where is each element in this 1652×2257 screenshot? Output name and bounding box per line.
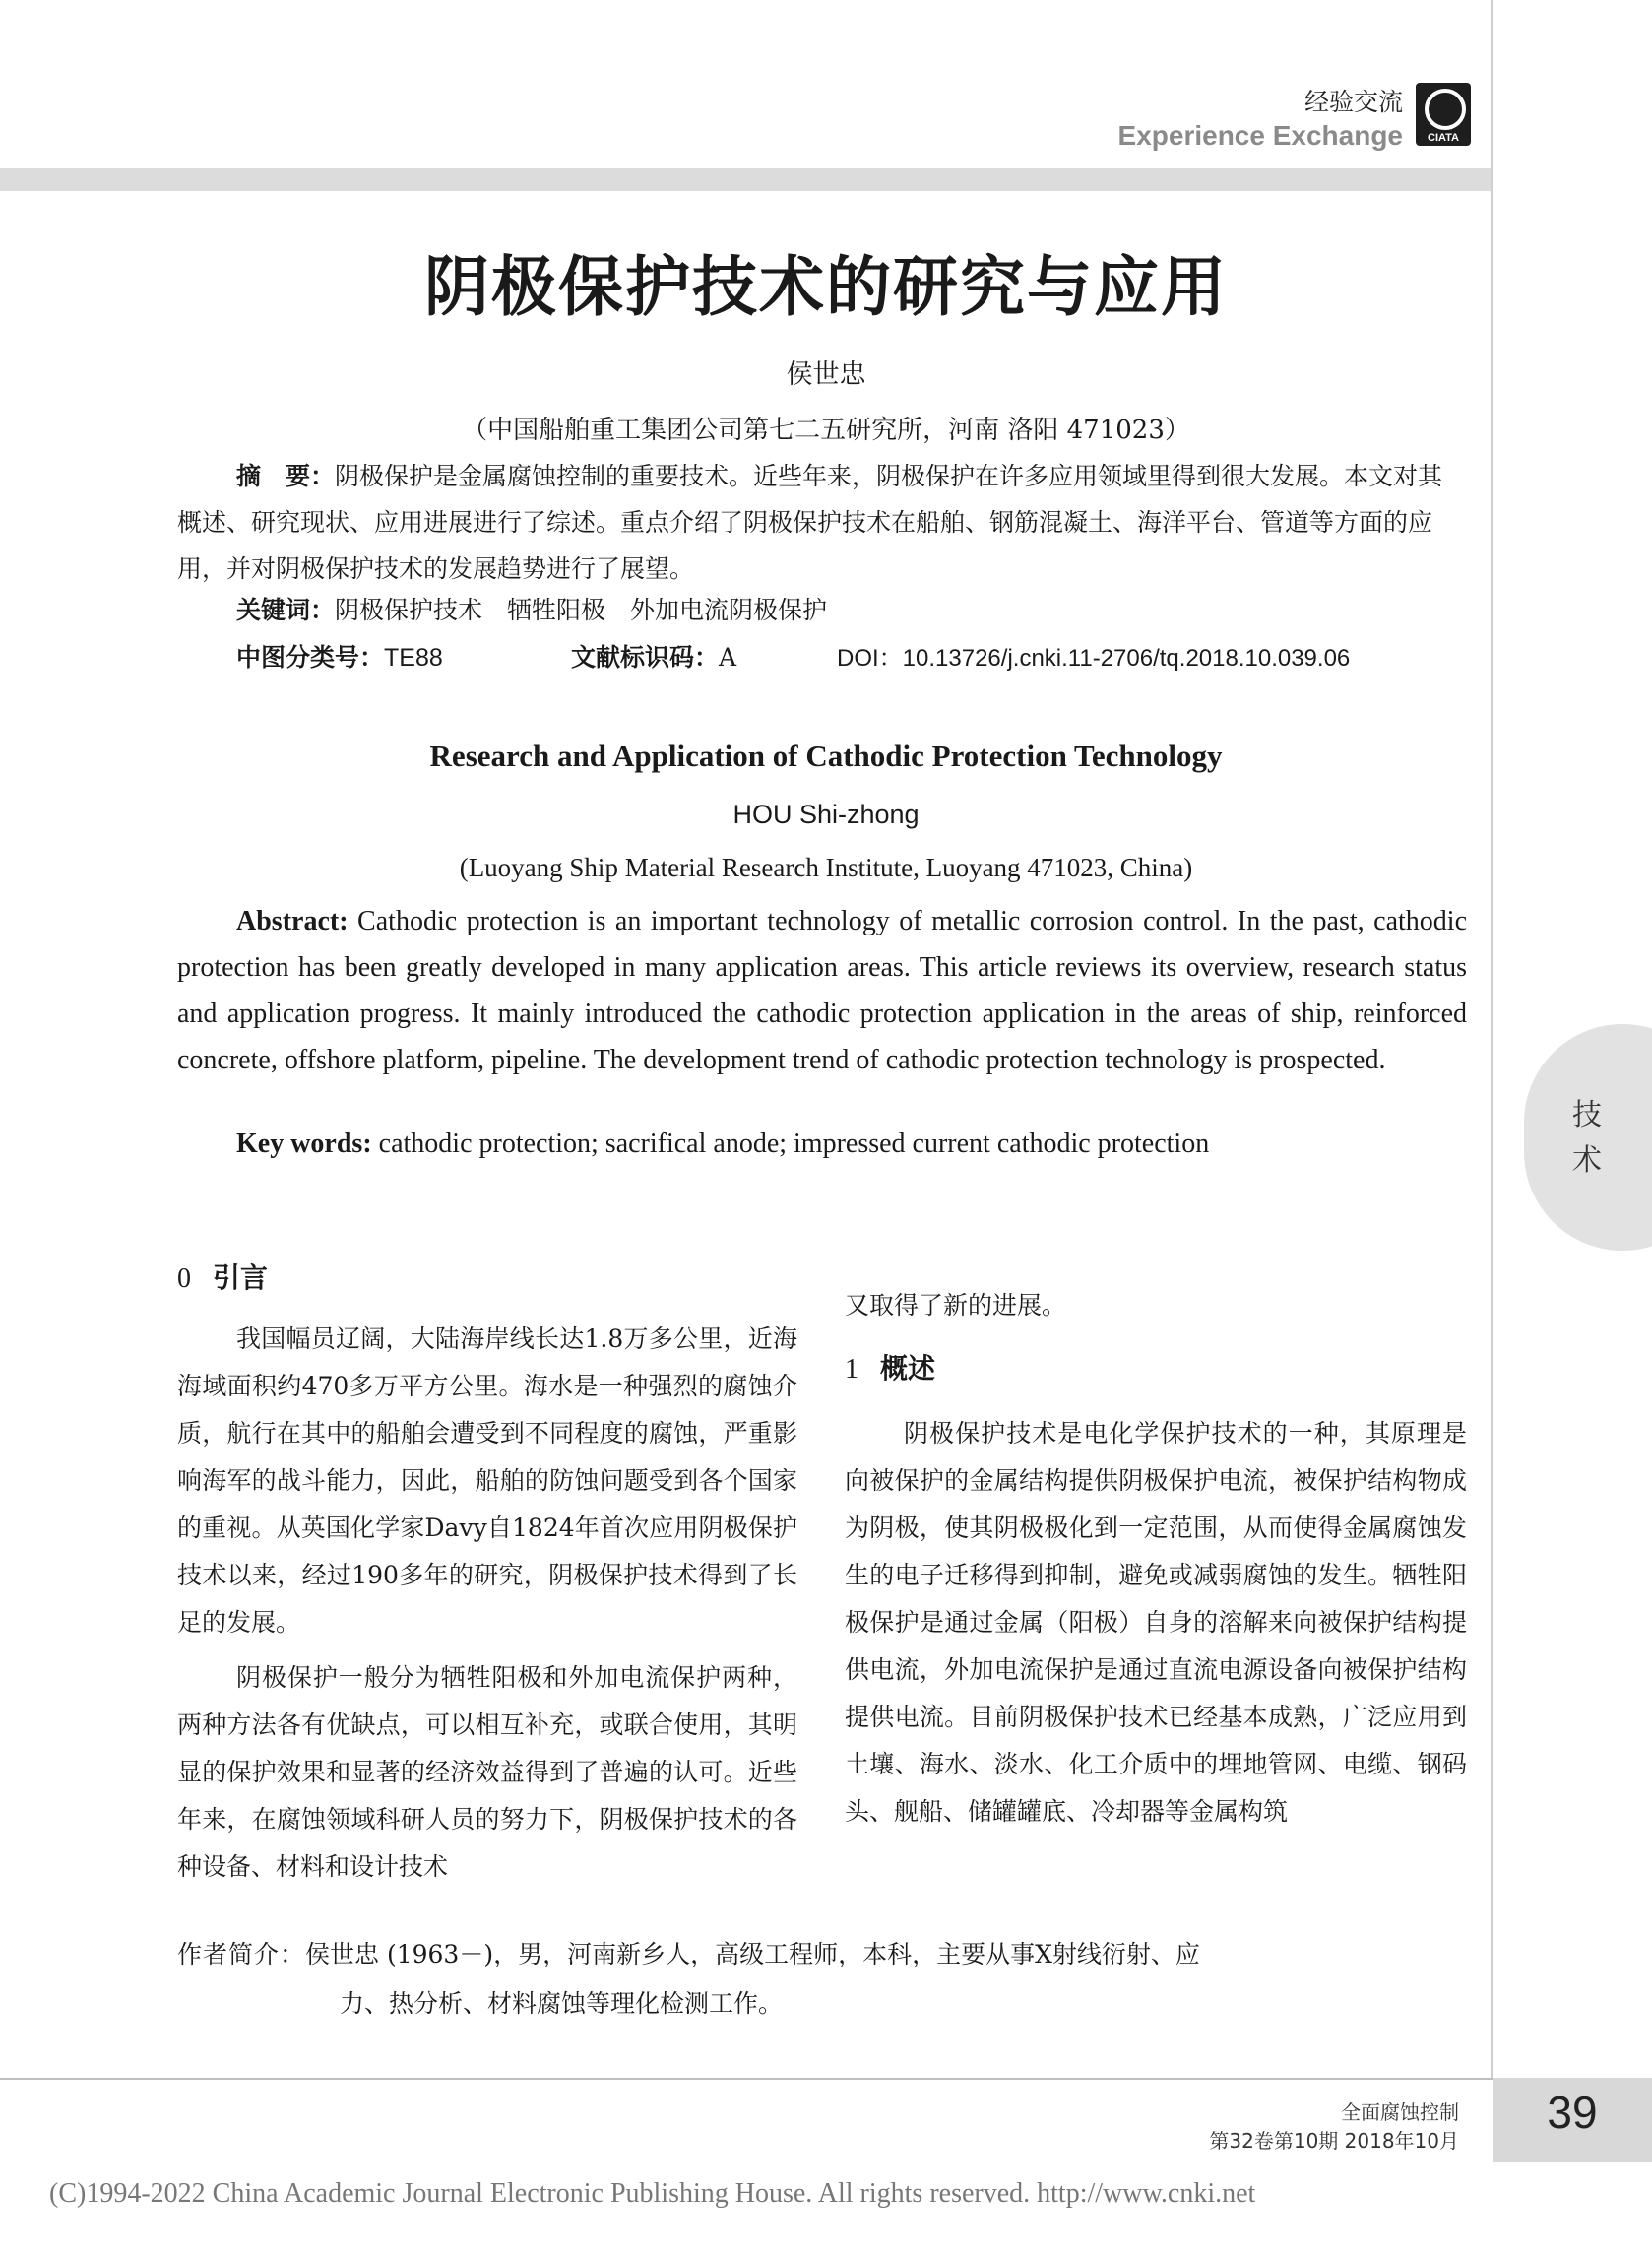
author-note-line-1: 侯世忠 (1963－)，男，河南新乡人，高级工程师，本科，主要从事X射线衍射、应 (305, 1940, 1200, 1968)
section-0-title: 引言 (213, 1261, 269, 1294)
page-number: 39 (1547, 2087, 1598, 2138)
footer-issue: 第32卷第10期 2018年10月 (1209, 2129, 1459, 2153)
logo-text: CIATA (1428, 132, 1459, 144)
footer-journal-name: 全面腐蚀控制 (1341, 2100, 1459, 2124)
left-column (177, 1316, 797, 1891)
header-bar (0, 168, 1491, 191)
affiliation-cn: （中国船舶重工集团公司第七二五研究所，河南 洛阳 471023） (462, 416, 1190, 445)
article-title-en: Research and Application of Cathodic Protection Technology (429, 739, 1223, 773)
side-section-tab-label: 技术 (1572, 1098, 1602, 1178)
section-0-continuation: 又取得了新的进展。 (845, 1291, 1067, 1320)
classification-line (236, 638, 1477, 674)
copyright-line[interactable]: (C)1994-2022 China Academic Journal Electronic Publishing House. All rights reserved. http://www.cnki.net (49, 2178, 1256, 2209)
author-en: HOU Shi-zhong (732, 800, 920, 829)
clc-value: TE88 (384, 644, 443, 672)
doc-code-value: A (719, 643, 737, 672)
footer-rule (0, 2078, 1493, 2080)
keywords-cn (236, 591, 827, 626)
abstract-cn-label: 摘 要： (236, 462, 336, 490)
section-0-heading (177, 1257, 268, 1296)
ciata-logo-icon (1416, 83, 1471, 146)
author-note-label: 作者简介： (177, 1940, 306, 1968)
abstract-cn-text: 阴极保护是金属腐蚀控制的重要技术。近些年来，阴极保护在许多应用领域里得到很大发展。本文对其概述、研究现状、应用进展进行了综述。重点介绍了阴极保护技术在船舶、钢筋混凝土、海洋平台、管道等方面的应用，并对阴极保护技术的发展趋势进行了展望。 (177, 462, 1443, 583)
logo-ring (1425, 89, 1466, 130)
section-1-number: 1 (845, 1354, 858, 1385)
section-label-en: Experience Exchange (1117, 120, 1403, 151)
affiliation-en: (Luoyang Ship Material Research Institute, Luoyang 471023, China) (459, 853, 1193, 882)
section-0-paragraph-2: 阴极保护一般分为牺牲阳极和外加电流保护两种，两种方法各有优缺点，可以相互补充，或联合使用，其明显的保护效果和显著的经济效益得到了普遍的认可。近些年来，在腐蚀领域科研人员的努力下，阴极保护技术的各种设备、材料和设计技术 (177, 1663, 797, 1881)
abstract-en (177, 898, 1467, 1083)
section-1-title: 概述 (880, 1352, 936, 1385)
abstract-en-text: Cathodic protection is an important technology of metallic corrosion control. In the past, cathodic protection has been greatly developed in many application areas. This article reviews its overview, research status and application progress. It mainly introduced the cathodic protection application in the areas of ship, reinforced concrete, offshore platform, pipeline. The development trend of cathodic protection technology is prospected. (177, 906, 1467, 1075)
doc-code-label: 文献标识码： (571, 643, 720, 672)
keywords-en (236, 1128, 1209, 1160)
section-1-heading (845, 1347, 935, 1386)
section-label-cn: 经验交流 (1303, 88, 1403, 116)
author-note (177, 1930, 1467, 2029)
doi-value: 10.13726/j.cnki.11-2706/tq.2018.10.039.06 (902, 645, 1351, 672)
keywords-cn-text: 阴极保护技术 牺牲阳极 外加电流阴极保护 (335, 596, 828, 624)
author-cn: 侯世忠 (786, 359, 866, 390)
right-column (845, 1410, 1467, 1836)
keywords-cn-label: 关键词： (236, 596, 336, 624)
author-note-line-2: 力、热分析、材料腐蚀等理化检测工作。 (340, 1989, 784, 2018)
abstract-cn (177, 453, 1467, 592)
doi-label: DOI： (837, 645, 903, 672)
abstract-en-label: Abstract: (236, 906, 349, 936)
section-0-paragraph-1: 我国幅员辽阔，大陆海岸线长达1.8万多公里，近海海域面积约470多万平方公里。海水是一种强烈的腐蚀介质，航行在其中的船舶会遭受到不同程度的腐蚀，严重影响海军的战斗能力，因此，船舶的防蚀问题受到各个国家的重视。从英国化学家Davy自1824年首次应用阴极保护技术以来，经过190多年的研究，阴极保护技术得到了长足的发展。 (177, 1324, 797, 1637)
article-title-cn: 阴极保护技术的研究与应用 (424, 249, 1228, 325)
section-0-number: 0 (177, 1263, 191, 1294)
keywords-en-text: cathodic protection; sacrifical anode; impressed current cathodic protection (371, 1128, 1210, 1159)
section-1-paragraph: 阴极保护技术是电化学保护技术的一种，其原理是向被保护的金属结构提供阴极保护电流，被保护结构物成为阴极，使其阴极极化到一定范围，从而使得金属腐蚀发生的电子迁移得到抑制，避免或减弱腐蚀的发生。牺牲阳极保护是通过金属（阳极）自身的溶解来向被保护结构提供电流，外加电流保护是通过直流电源设备向被保护结构提供电流。目前阴极保护技术已经基本成熟，广泛应用到土壤、海水、淡水、化工介质中的埋地管网、电缆、钢码头、舰船、储罐罐底、冷却器等金属构筑 (845, 1419, 1467, 1826)
keywords-en-label: Key words: (236, 1128, 372, 1159)
clc-label: 中图分类号： (236, 643, 385, 672)
